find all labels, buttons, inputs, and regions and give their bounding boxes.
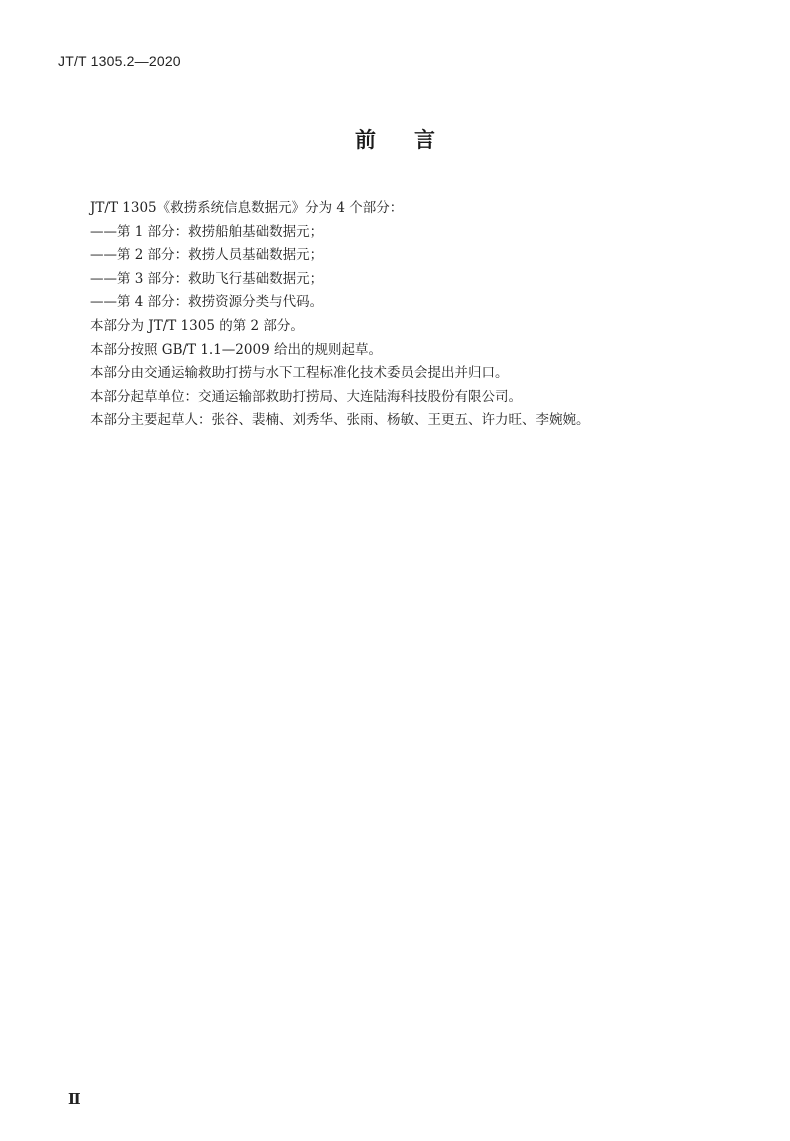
paragraph: ——第 4 部分：救捞资源分类与代码。 xyxy=(90,294,324,311)
paragraph: ——第 3 部分：救助飞行基础数据元； xyxy=(90,270,324,287)
paragraph: 本部分起草单位：交通运输部救助打捞局、大连陆海科技股份有限公司。 xyxy=(90,388,522,405)
paragraph: 本部分按照 GB/T 1.1—2009 给出的规则起草。 xyxy=(90,341,382,358)
page-title: 前言 xyxy=(355,128,473,152)
paragraph: 本部分为 JT/T 1305 的第 2 部分。 xyxy=(90,317,304,334)
foreword-body xyxy=(90,197,750,433)
paragraph: 本部分主要起草人：张谷、裴楠、刘秀华、张雨、杨敏、王更五、许力旺、李婉婉。 xyxy=(90,412,590,429)
page-number: Ⅱ xyxy=(68,1090,81,1108)
document-code-header: JT/T 1305.2—2020 xyxy=(58,53,181,69)
paragraph: ——第 1 部分：救捞船舶基础数据元； xyxy=(90,223,324,240)
paragraph: 本部分由交通运输救助打捞与水下工程标准化技术委员会提出并归口。 xyxy=(90,365,509,382)
paragraph: ——第 2 部分：救捞人员基础数据元； xyxy=(90,247,324,264)
paragraph: JT/T 1305《救捞系统信息数据元》分为 4 个部分： xyxy=(90,200,404,216)
